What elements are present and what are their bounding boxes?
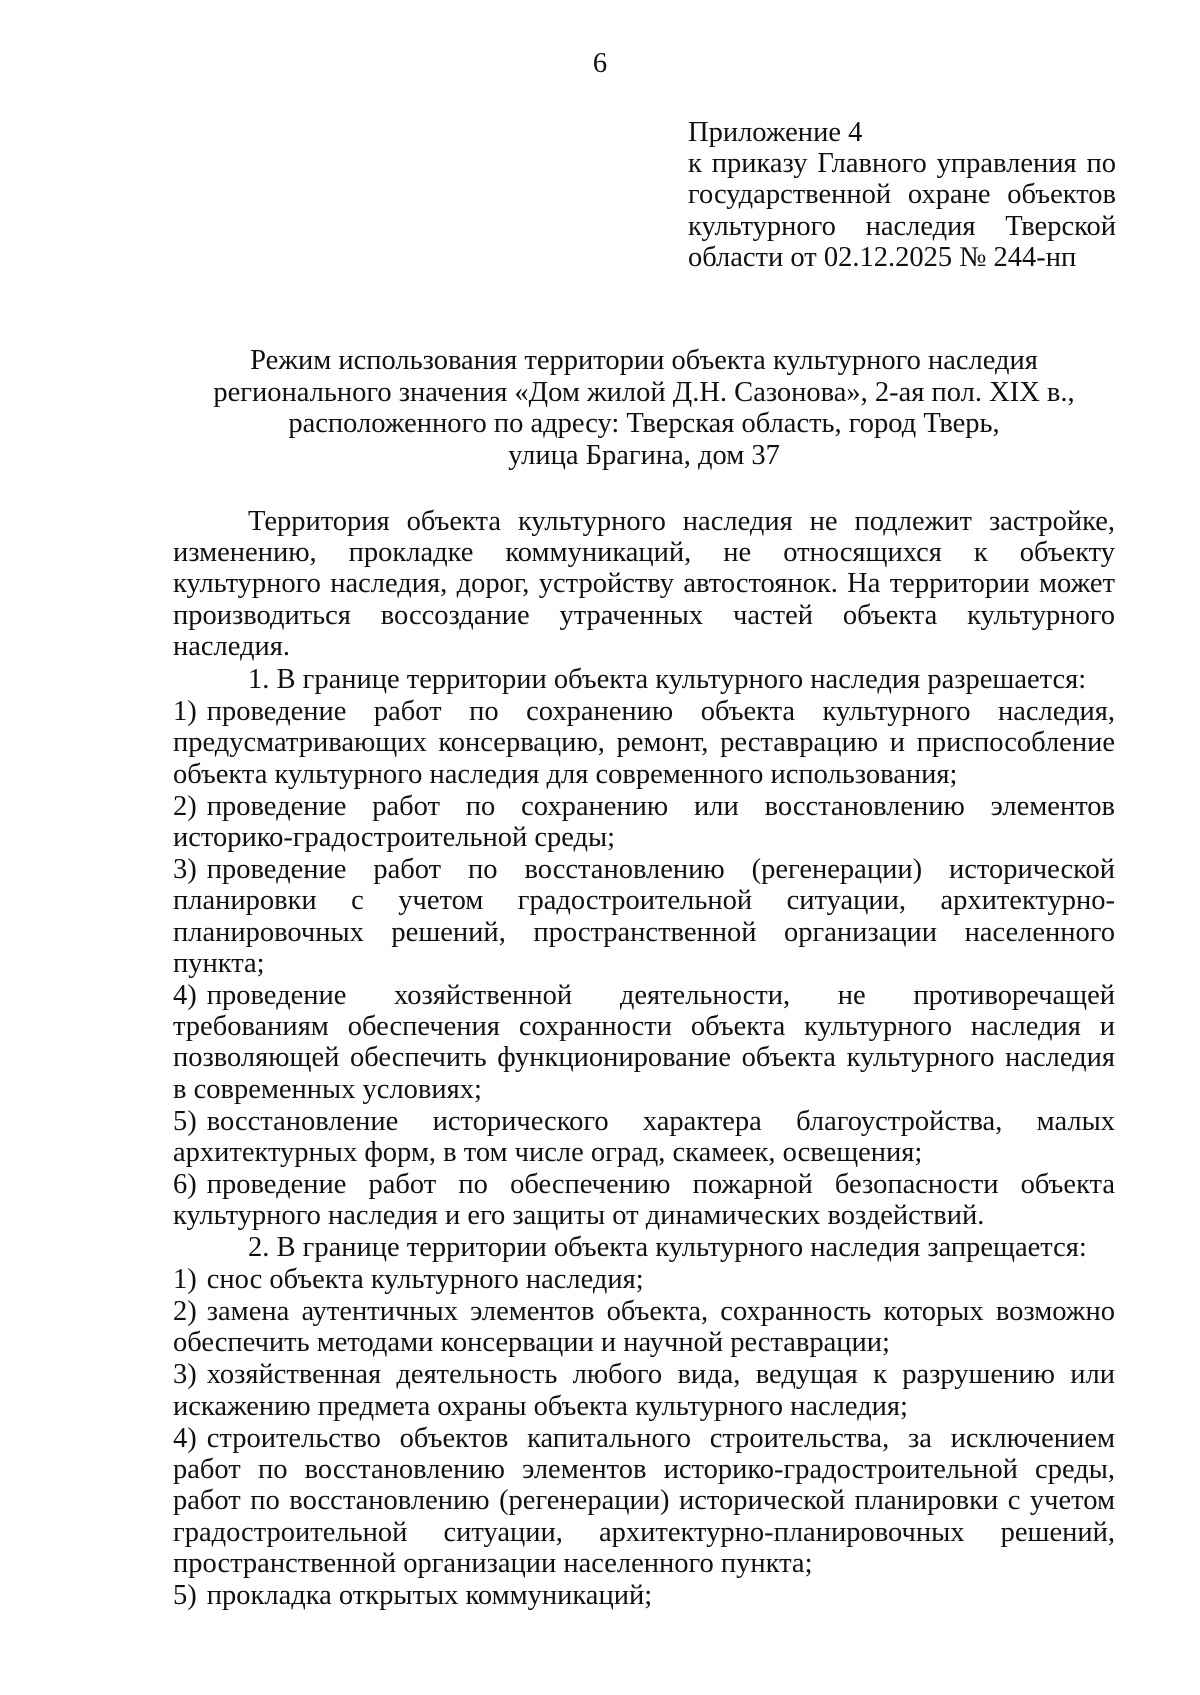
list-item-text: строительство объектов капитального строительства, за исключением работ по восстановлению элементов историко-градостроительной среды, работ по восстановлению (регенерации) исторической планировки с учетом градостроительной ситуации, архитектурно-планировочных решений, пространственной организации населенного пункта; (173, 1422, 1115, 1579)
list-item (173, 1358, 1115, 1421)
list-item-text: проведение работ по восстановлению (регенерации) исторической планировки с учетом градостроительной ситуации, архитектурно-планировочных решений, пространственной организации населенного пункта; (173, 854, 1115, 979)
section-permitted-heading: 1. В границе территории объекта культурного наследия разрешается: (248, 664, 1087, 696)
list-item-number: 5) (173, 1105, 197, 1137)
document-title (168, 345, 1120, 471)
list-item-text: восстановление исторического характера благоустройства, малых архитектурных форм, в том числе оград, скамеек, освещения; (173, 1105, 1115, 1169)
page-number: 6 (592, 48, 608, 79)
document-title-line: регионального значения «Дом жилой Д.Н. Сазонова», 2-ая пол. XIX в., (213, 376, 1075, 408)
list-item (173, 1105, 1115, 1168)
list-item-text: прокладка открытых коммуникаций; (206, 1579, 653, 1611)
document-body (173, 506, 1115, 1611)
list-item-number: 1) (173, 1263, 197, 1295)
list-item-text: замена аутентичных элементов объекта, сохранность которых возможно обеспечить методами консервации и научной реставрации; (173, 1296, 1115, 1359)
list-item-number: 3) (173, 854, 197, 886)
list-item-text: проведение работ по сохранению объекта культурного наследия, предусматривающих консервацию, ремонт, реставрацию и приспособление объекта культурного наследия для современного использования; (173, 696, 1115, 790)
list-item-text: проведение работ по обеспечению пожарной безопасности объекта культурного наследия и его защиты от динамических воздействий. (173, 1169, 1115, 1232)
appendix-title: Приложение 4 (688, 117, 863, 148)
list-item-text: хозяйственная деятельность любого вида, ведущая к разрушению или искажению предмета охраны объекта культурного наследия; (173, 1359, 1115, 1422)
list-item (173, 1579, 1115, 1611)
list-item-number: 4) (173, 980, 197, 1012)
appendix-block (688, 117, 1116, 273)
list-item (173, 695, 1115, 790)
list-item (173, 1168, 1115, 1231)
list-item-number: 6) (173, 1169, 197, 1201)
section-prohibited-heading: 2. В границе территории объекта культурного наследия запрещается: (248, 1231, 1087, 1263)
list-item (173, 979, 1115, 1105)
list-item-number: 4) (173, 1422, 197, 1454)
list-item (173, 790, 1115, 853)
list-item-number: 2) (173, 1296, 197, 1328)
list-item (173, 1263, 1115, 1295)
list-item-text: проведение хозяйственной деятельности, не противоречащей требованиям обеспечения сохранности объекта культурного наследия и позволяющей обеспечить функционирование объекта культурного наследия в современных условиях; (173, 980, 1115, 1105)
list-item-number: 3) (173, 1359, 197, 1391)
document-title-line: расположенного по адресу: Тверская область, город Тверь, (288, 408, 1000, 439)
document-title-line: Режим использования территории объекта культурного наследия (250, 345, 1038, 376)
list-item-number: 2) (173, 790, 197, 822)
list-item-text: проведение работ по сохранению или восстановлению элементов историко-градостроительной среды; (173, 790, 1115, 854)
document-title-line: улица Брагина, дом 37 (508, 439, 780, 471)
intro-paragraph: Территория объекта культурного наследия не подлежит застройке, изменению, прокладке коммуникаций, не относящихся к объекту культурного наследия, дорог, устройству автостоянок. На территории может производиться воссоздание утраченных частей объекта культурного наследия. (173, 506, 1115, 662)
list-item-number: 5) (173, 1579, 197, 1611)
list-item (173, 853, 1115, 979)
appendix-caption: к приказу Главного управления по государственной охране объектов культурного наследия Тверской области от 02.12.2025 № 244-нп (688, 148, 1116, 273)
list-item (173, 1295, 1115, 1358)
list-item (173, 1422, 1115, 1579)
list-item-text: снос объекта культурного наследия; (206, 1263, 644, 1295)
list-item-number: 1) (173, 696, 197, 728)
